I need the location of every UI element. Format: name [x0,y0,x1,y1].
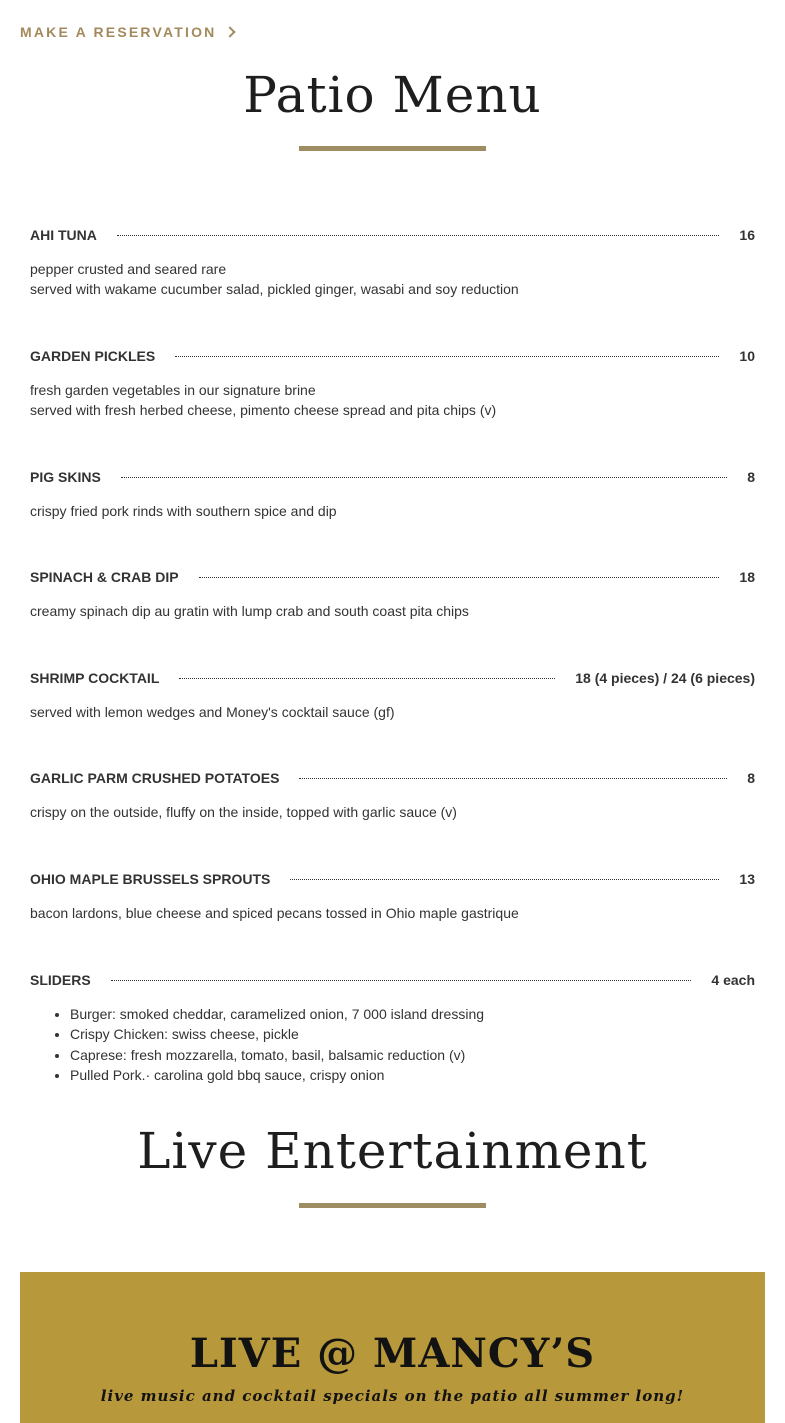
dot-leader [299,778,727,779]
menu-item-name: OHIO MAPLE BRUSSELS SPROUTS [30,871,271,887]
banner-subtitle: live music and cocktail specials on the patio all summer long! [100,1387,685,1405]
menu-item-description [30,702,755,722]
sliders-options-list [30,1004,755,1085]
menu-item-price: 16 [739,227,755,243]
dot-leader [175,356,719,357]
list-item: • Crispy Chicken: swiss cheese, pickle [70,1024,755,1044]
menu-item-name: GARLIC PARM CRUSHED POTATOES [30,770,280,786]
list-item: • Caprese: fresh mozzarella, tomato, basil, balsamic reduction (v) [70,1045,755,1065]
description-line: served with wakame cucumber salad, pickled ginger, wasabi and soy reduction [30,281,519,297]
menu-item-name: AHI TUNA [30,227,97,243]
description-line: bacon lardons, blue cheese and spiced pecans tossed in Ohio maple gastrique [30,905,519,921]
banner-title: LIVE @ MANCY’S [189,1330,596,1377]
menu-item-description [30,802,755,822]
description-line: served with lemon wedges and Money's cocktail sauce (gf) [30,704,395,720]
menu-item-name: GARDEN PICKLES [30,348,156,364]
menu-item-price: 8 [747,469,755,485]
description-line: crispy fried pork rinds with southern spice and dip [30,503,337,519]
menu-item-name: PIG SKINS [30,469,101,485]
menu-item-name: SLIDERS [30,972,91,988]
menu-item-price: 10 [739,348,755,364]
dot-leader [117,235,720,236]
menu-item [30,662,755,722]
list-item: • Burger: smoked cheddar, caramelized onion, 7 000 island dressing [70,1004,755,1024]
description-line: crispy on the outside, fluffy on the inside, topped with garlic sauce (v) [30,804,457,820]
menu-item [30,219,755,299]
title-divider [299,1203,486,1208]
menu-item [30,340,755,420]
menu-item [30,964,755,1085]
menu-item-description [30,380,755,420]
menu-item-price: 13 [739,871,755,887]
description-line: served with fresh herbed cheese, pimento cheese spread and pita chips (v) [30,402,497,418]
description-line: pepper crusted and seared rare [30,261,227,277]
menu-item-description [30,903,755,923]
dot-leader [290,879,719,880]
menu-item [30,863,755,923]
menu-item-price: 8 [747,770,755,786]
dot-leader [121,477,727,478]
page-title: Patio Menu [243,66,542,124]
menu-item-description [30,501,755,521]
live-entertainment-banner [20,1272,765,1423]
dot-leader [111,980,692,981]
menu-item-price: 18 (4 pieces) / 24 (6 pieces) [575,670,755,686]
menu-item [30,461,755,521]
menu-item-name: SHRIMP COCKTAIL [30,670,160,686]
dot-leader [199,577,720,578]
chevron-right-icon [225,26,236,37]
menu-item-description [30,259,755,299]
list-item: • Pulled Pork.· carolina gold bbq sauce, crispy onion [70,1065,755,1085]
menu-item-name: SPINACH & CRAB DIP [30,569,179,585]
live-entertainment-title: Live Entertainment [137,1122,648,1180]
description-line: creamy spinach dip au gratin with lump crab and south coast pita chips [30,603,469,619]
menu-item [30,762,755,822]
dot-leader [179,678,555,679]
menu-item-description [30,601,755,621]
description-line: fresh garden vegetables in our signature brine [30,382,316,398]
title-divider [299,146,486,151]
menu-item-price: 4 each [711,972,755,988]
menu-item-price: 18 [739,569,755,585]
menu-item [30,561,755,621]
make-reservation-link[interactable] [20,24,234,40]
make-reservation-label: MAKE A RESERVATION [20,24,217,40]
